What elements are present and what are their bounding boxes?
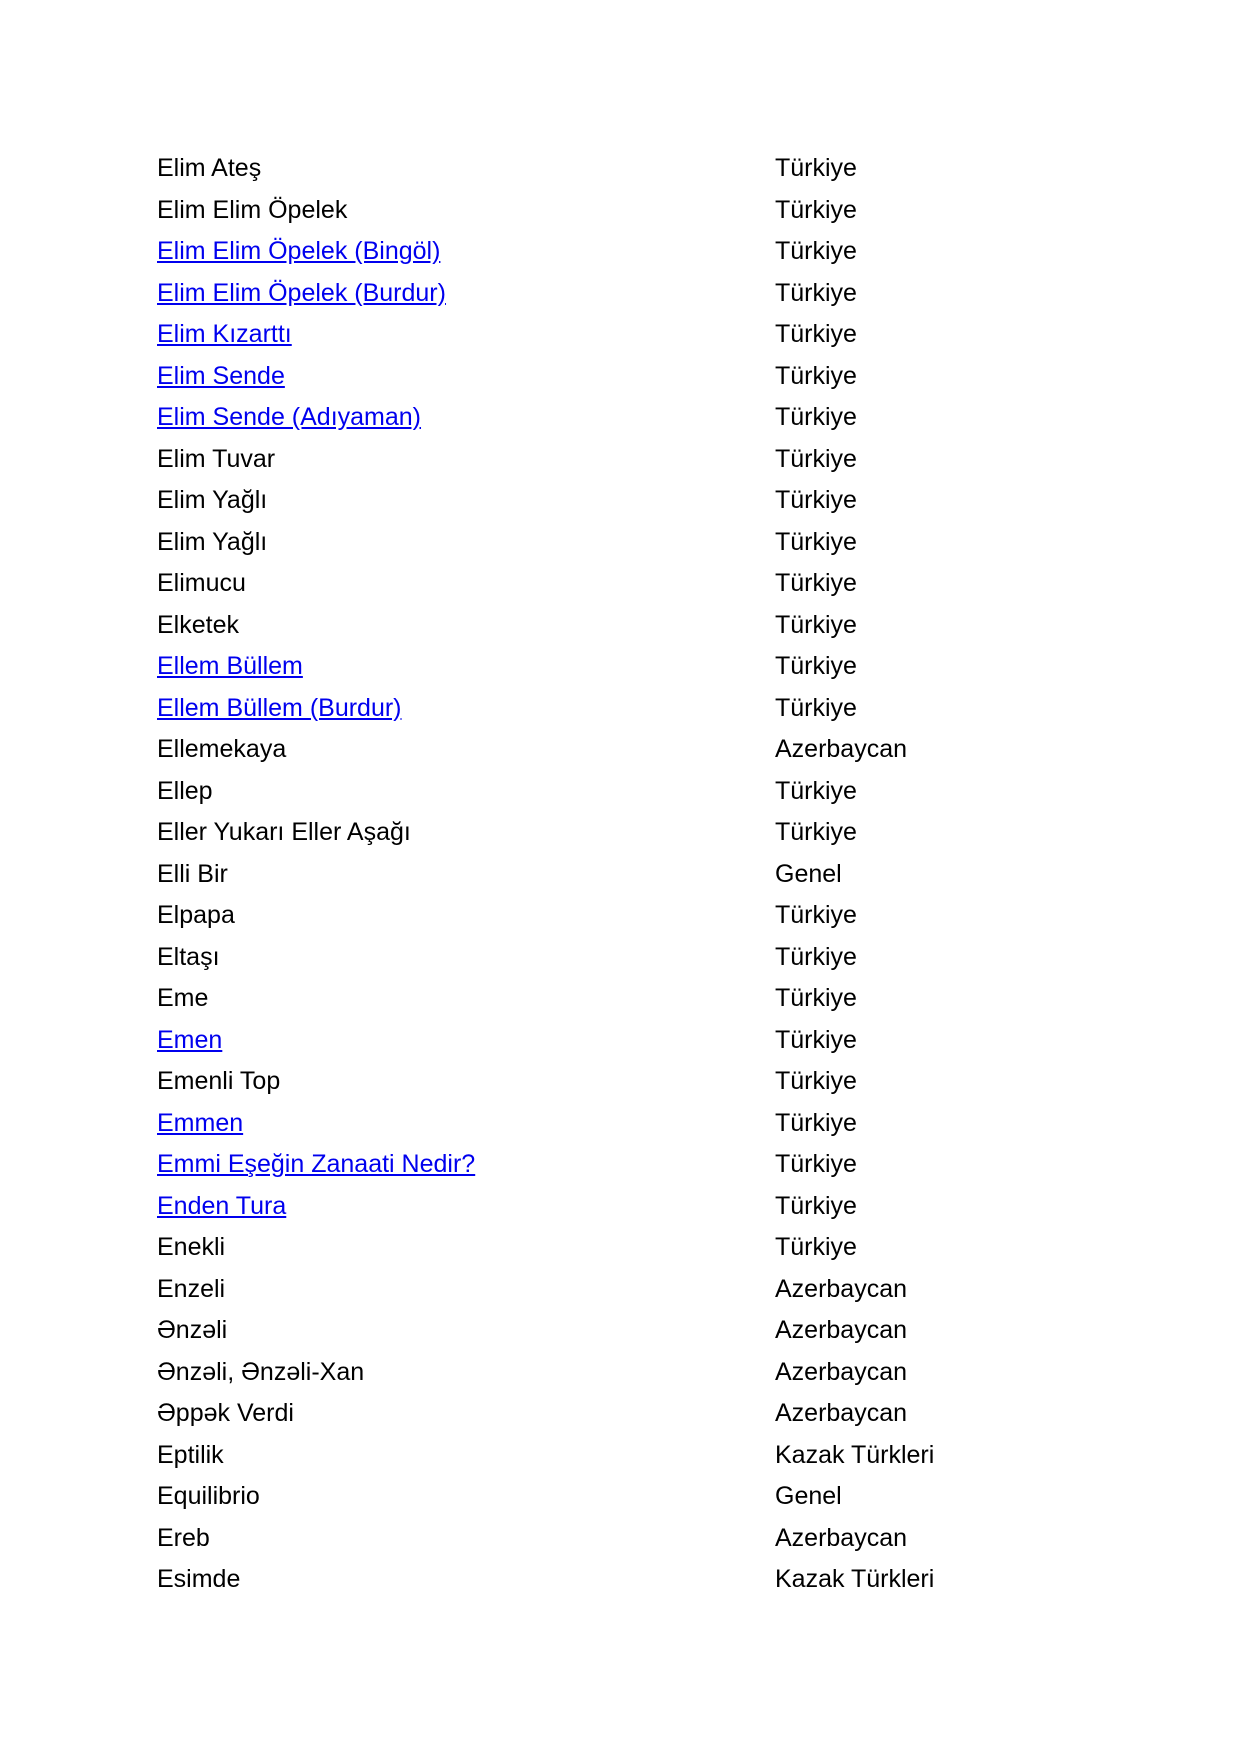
list-row xyxy=(157,1061,1201,1103)
entry-link[interactable]: Ellem Büllem xyxy=(157,652,303,680)
list-row xyxy=(157,522,1201,564)
entry-region: Türkiye xyxy=(775,444,857,473)
entry-region: Kazak Türkleri xyxy=(775,1565,935,1593)
entry-name: Esimde xyxy=(157,1565,241,1593)
entry-region: Türkiye xyxy=(775,1067,857,1095)
entry-region: Azerbaycan xyxy=(775,1274,908,1303)
list-row xyxy=(157,688,1201,730)
entry-region: Azerbaycan xyxy=(775,1399,908,1427)
list-row xyxy=(157,356,1201,398)
entry-name: Elim Ateş xyxy=(157,154,262,182)
entry-region: Türkiye xyxy=(775,984,857,1012)
entry-region: Kazak Türkleri xyxy=(775,1440,935,1469)
entry-region: Türkiye xyxy=(775,486,857,514)
entry-link[interactable]: Enden Tura xyxy=(157,1191,287,1220)
entry-region: Türkiye xyxy=(775,1150,857,1178)
entry-region: Türkiye xyxy=(775,942,857,971)
entry-region: Türkiye xyxy=(775,693,857,722)
list-row xyxy=(157,771,1201,813)
entry-region: Türkiye xyxy=(775,237,857,265)
entry-region: Türkiye xyxy=(775,569,857,597)
list-row xyxy=(157,439,1201,481)
list-row xyxy=(157,480,1201,522)
entry-link[interactable]: Emmen xyxy=(157,1108,244,1137)
list-row xyxy=(157,1144,1201,1186)
list-row xyxy=(157,1186,1201,1228)
list-row xyxy=(157,1476,1201,1518)
entry-region: Azerbaycan xyxy=(775,1523,908,1552)
entry-name: Ereb xyxy=(157,1523,210,1552)
list-row xyxy=(157,1269,1201,1311)
entry-name: Ellemekaya xyxy=(157,735,287,763)
entry-name: Eller Yukarı Eller Aşağı xyxy=(157,818,411,846)
entry-region: Türkiye xyxy=(775,320,857,348)
entry-link[interactable]: Elim Kızarttı xyxy=(157,320,292,348)
entry-region: Türkiye xyxy=(775,776,857,805)
entry-region: Genel xyxy=(775,859,842,888)
entry-name: Elimucu xyxy=(157,569,246,597)
list-row xyxy=(157,1393,1201,1435)
entry-name: Elim Elim Öpelek xyxy=(157,195,348,224)
entry-name: Equilibrio xyxy=(157,1482,260,1510)
entry-region: Türkiye xyxy=(775,1108,857,1137)
list-row xyxy=(157,605,1201,647)
list-row xyxy=(157,646,1201,688)
list-row xyxy=(157,1559,1201,1601)
entry-region: Azerbaycan xyxy=(775,735,908,763)
list-row xyxy=(157,273,1201,315)
list-row xyxy=(157,729,1201,771)
entry-region: Türkiye xyxy=(775,901,857,929)
entry-name: Ellep xyxy=(157,776,213,805)
entry-name: Elketek xyxy=(157,610,239,639)
list-row xyxy=(157,978,1201,1020)
song-region-list xyxy=(157,148,1201,1601)
entry-region: Türkiye xyxy=(775,1233,857,1261)
entry-name: Emenli Top xyxy=(157,1067,281,1095)
entry-region: Azerbaycan xyxy=(775,1316,908,1344)
list-row xyxy=(157,148,1201,190)
entry-name: Əppək Verdi xyxy=(157,1399,294,1427)
entry-region: Genel xyxy=(775,1482,842,1510)
entry-name: Eme xyxy=(157,984,209,1012)
entry-name: Eptilik xyxy=(157,1440,224,1469)
list-row xyxy=(157,1103,1201,1145)
entry-region: Türkiye xyxy=(775,403,857,431)
list-row xyxy=(157,1435,1201,1477)
list-row xyxy=(157,937,1201,979)
entry-link[interactable]: Ellem Büllem (Burdur) xyxy=(157,693,402,722)
list-row xyxy=(157,563,1201,605)
entry-region: Türkiye xyxy=(775,818,857,846)
list-row xyxy=(157,314,1201,356)
entry-link[interactable]: Elim Elim Öpelek (Burdur) xyxy=(157,278,446,307)
list-row xyxy=(157,1518,1201,1560)
entry-link[interactable]: Elim Sende (Adıyaman) xyxy=(157,403,422,431)
entry-name: Ənzəli xyxy=(157,1316,228,1344)
list-row xyxy=(157,1020,1201,1062)
entry-region: Türkiye xyxy=(775,610,857,639)
list-row xyxy=(157,854,1201,896)
entry-region: Türkiye xyxy=(775,154,857,182)
entry-name: Elpapa xyxy=(157,901,235,929)
entry-region: Türkiye xyxy=(775,361,857,390)
list-row xyxy=(157,895,1201,937)
entry-name: Enzeli xyxy=(157,1274,226,1303)
entry-region: Türkiye xyxy=(775,195,857,224)
list-row xyxy=(157,231,1201,273)
list-row xyxy=(157,397,1201,439)
entry-name: Eltaşı xyxy=(157,942,220,971)
entry-link[interactable]: Emen xyxy=(157,1025,223,1054)
entry-region: Azerbaycan xyxy=(775,1357,908,1386)
entry-link[interactable]: Elim Elim Öpelek (Bingöl) xyxy=(157,237,441,265)
entry-region: Türkiye xyxy=(775,1191,857,1220)
entry-name: Enekli xyxy=(157,1233,226,1261)
entry-region: Türkiye xyxy=(775,1025,857,1054)
entry-region: Türkiye xyxy=(775,652,857,680)
list-row xyxy=(157,1352,1201,1394)
list-row xyxy=(157,1227,1201,1269)
entry-name: Elim Tuvar xyxy=(157,444,276,473)
list-row xyxy=(157,1310,1201,1352)
entry-name: Ənzəli, Ənzəli-Xan xyxy=(157,1357,365,1386)
entry-name: Elli Bir xyxy=(157,859,228,888)
entry-region: Türkiye xyxy=(775,527,857,556)
entry-link[interactable]: Emmi Eşeğin Zanaati Nedir? xyxy=(157,1150,476,1178)
list-row xyxy=(157,812,1201,854)
list-row xyxy=(157,190,1201,232)
entry-name: Elim Yağlı xyxy=(157,527,268,556)
entry-region: Türkiye xyxy=(775,278,857,307)
entry-link[interactable]: Elim Sende xyxy=(157,361,285,390)
entry-name: Elim Yağlı xyxy=(157,486,268,514)
